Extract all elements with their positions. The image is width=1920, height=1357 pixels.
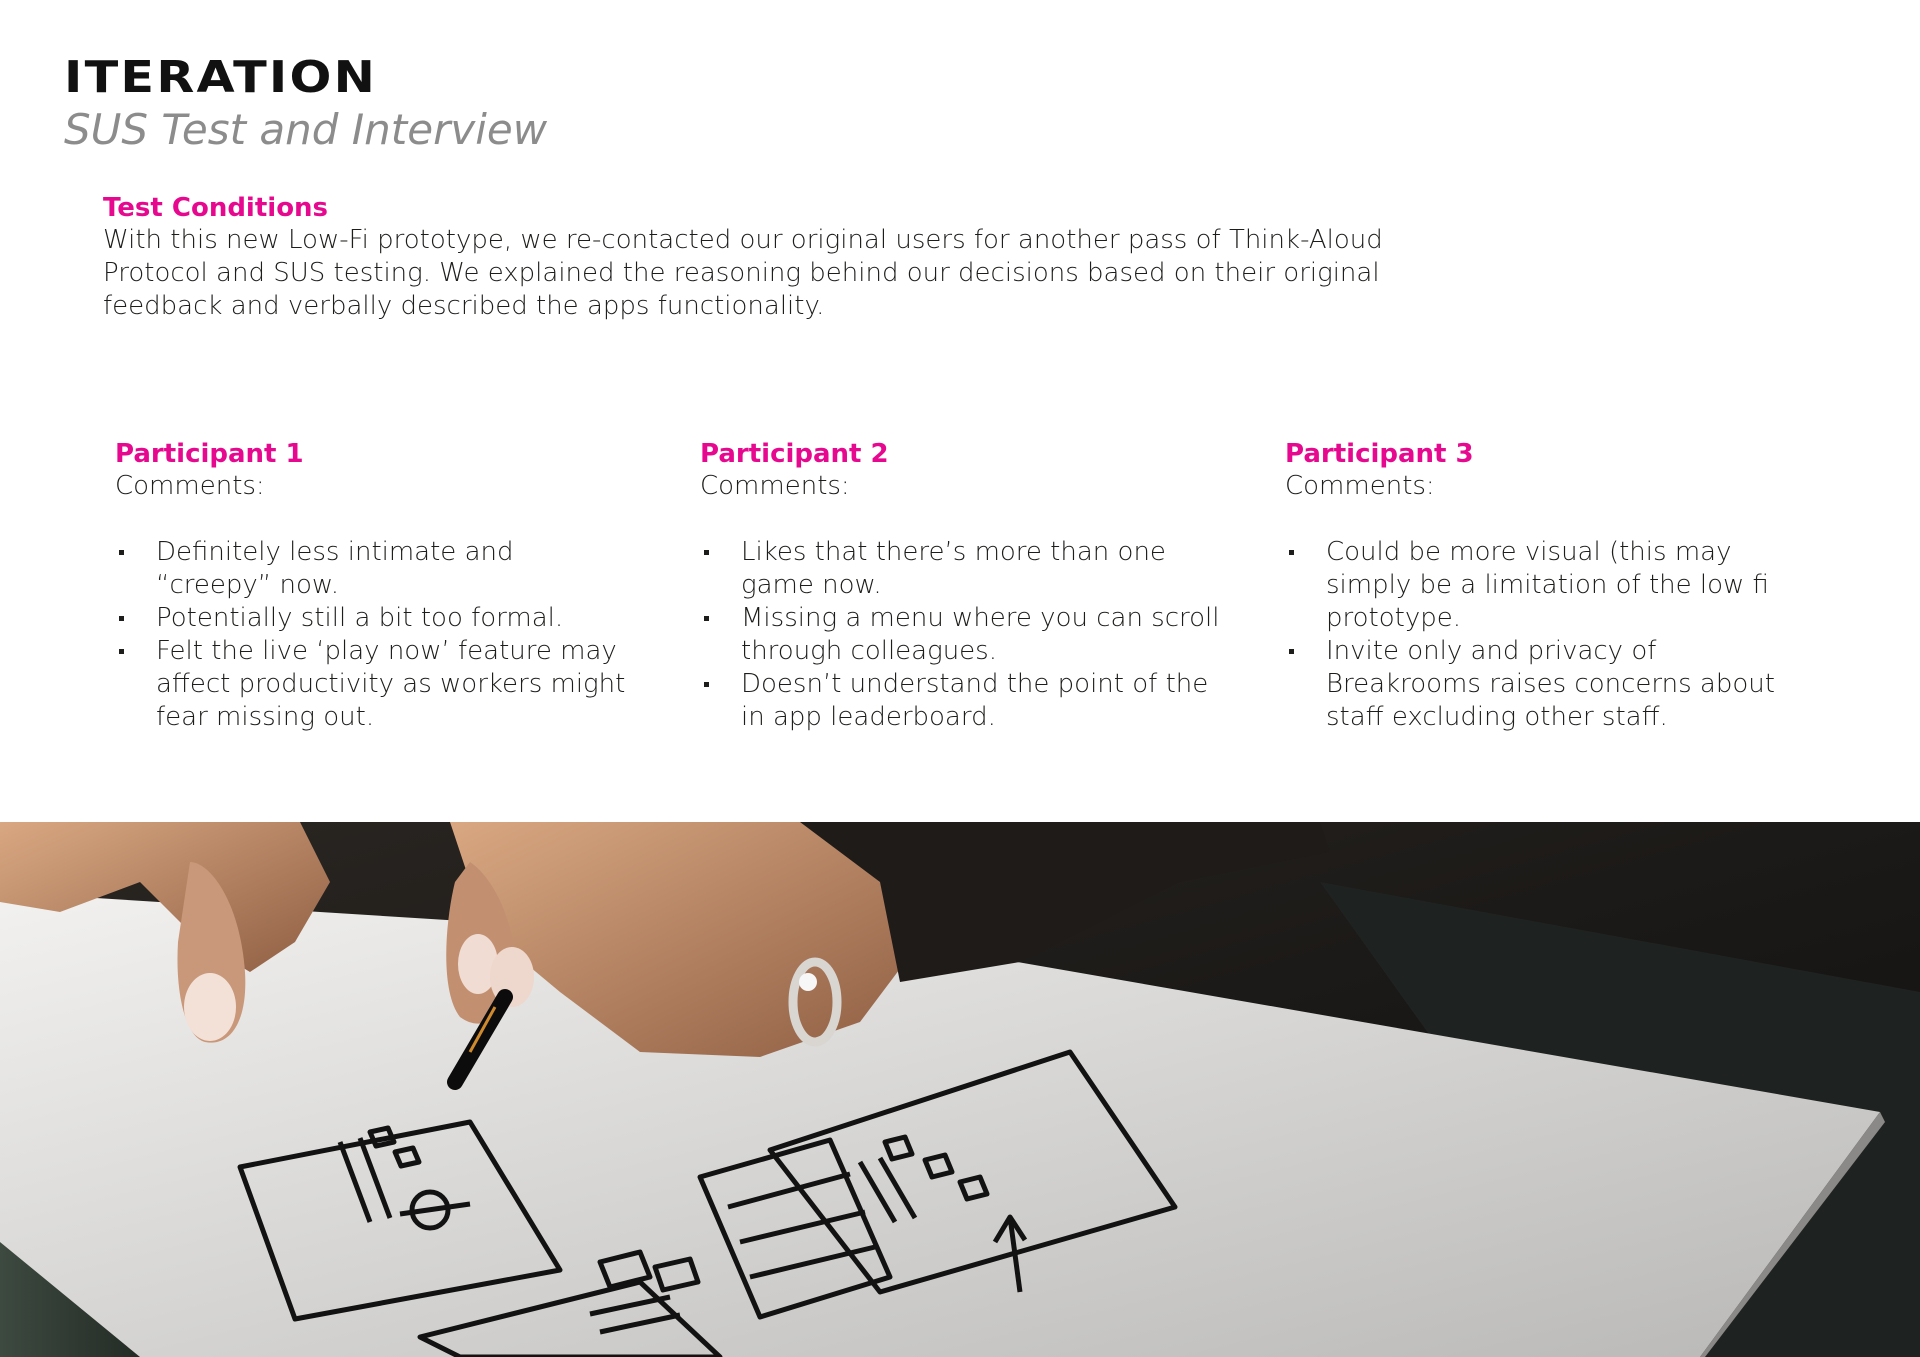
participant-title: Participant 3 — [1285, 439, 1474, 469]
test-conditions-section — [103, 192, 1383, 323]
list-item: Doesn’t understand the point of the in app leaderboard. — [700, 668, 1220, 734]
sketching-photo — [0, 822, 1920, 1357]
participant-2-section — [700, 438, 1220, 734]
list-item: Definitely less intimate and “creepy” now. — [115, 536, 635, 602]
participant-title: Participant 1 — [115, 439, 304, 469]
list-item: Likes that there’s more than one game now. — [700, 536, 1220, 602]
participant-1-section — [115, 438, 635, 734]
page-title: ITERATION — [64, 52, 378, 103]
comments-label: Comments: — [700, 471, 850, 501]
comment-list — [1285, 536, 1805, 734]
list-item: Invite only and privacy of Breakrooms raises concerns about staff excluding other staff. — [1285, 635, 1805, 734]
list-item: Potentially still a bit too formal. — [115, 602, 635, 635]
participant-3-section — [1285, 438, 1805, 734]
list-item: Missing a menu where you can scroll through colleagues. — [700, 602, 1220, 668]
comments-label: Comments: — [115, 471, 265, 501]
participant-title: Participant 2 — [700, 439, 889, 469]
page-subtitle: SUS Test and Interview — [64, 105, 548, 154]
comments-label: Comments: — [1285, 471, 1435, 501]
test-conditions-title: Test Conditions — [103, 193, 329, 223]
comment-list — [115, 536, 635, 734]
list-item: Could be more visual (this may simply be a limitation of the low fi prototype. — [1285, 536, 1805, 635]
list-item: Felt the live ‘play now’ feature may affect productivity as workers might fear missing out. — [115, 635, 635, 734]
comment-list — [700, 536, 1220, 734]
test-conditions-body: With this new Low-Fi prototype, we re-contacted our original users for another pass of Think-Aloud Protocol and SUS testing. We explained the reasoning behind our decisions based on their original feedback and verbally described the apps functionality. — [103, 225, 1383, 321]
